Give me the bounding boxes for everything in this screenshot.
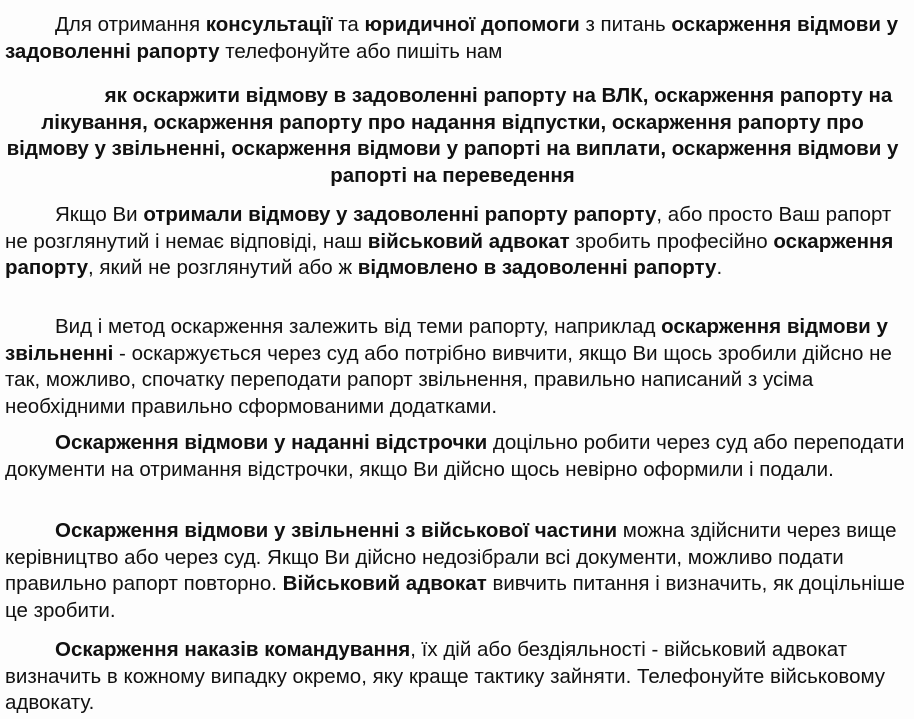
text-run: Для отримання (55, 13, 206, 36)
refusal-paragraph (5, 202, 905, 282)
text-run-bold: як оскаржити відмову в задоволенні рапорту на ВЛК, оскарження рапорту на лікування, оскарження рапорту про надання відпустки, оскарження рапорту про відмову у звільненні, оскарження відмови у рапорті на виплати, оскарження відмови у рапорті на переведення (6, 84, 899, 187)
text-run: - оскаржується через суд або потрібно вивчити, якщо Ви щось зробили дійсно не так, можливо, спочатку переподати рапорт звільнення, правильно написаний з усіма необхідними правильно сформованими додатками. (5, 341, 892, 418)
text-run: можна здійснити через вище керівництво або через суд. Якщо Ви дійсно недозібрали всі документи, можливо подати правильно рапорт повторно. (5, 519, 897, 595)
text-run-bold: консультації (205, 13, 333, 36)
text-run: з питань (579, 13, 672, 36)
text-run-bold: отримали відмову у задоволенні рапорту рапорту (143, 203, 657, 226)
text-run: , який не розглянутий або ж (88, 256, 358, 279)
text-run-bold: військовий адвокат (367, 229, 570, 253)
text-run-bold: оскарження відмови у задоволенні рапорту (5, 13, 899, 63)
text-run-bold: юридичної допомоги (364, 13, 580, 36)
text-run: , або просто Ваш рапорт не розглянутий і немає відповіді, наш (5, 203, 892, 253)
intro-paragraph (5, 12, 905, 65)
text-run-bold: оскарження рапорту (5, 229, 894, 279)
text-run: Вид і метод оскарження залежить від теми рапорту, наприклад (55, 315, 662, 338)
text-run: телефонуйте або пишіть нам (219, 39, 503, 63)
text-run-bold: Оскарження відмови у наданні відстрочки (55, 431, 488, 454)
text-run: зробить професійно (569, 229, 774, 253)
method-paragraph (5, 314, 905, 420)
deferral-paragraph (5, 430, 905, 483)
discharge-paragraph (5, 518, 905, 624)
text-run-bold: Військовий адвокат (282, 572, 487, 595)
text-run: доцільно робити через суд або переподати документи на отримання відстрочки, якщо Ви дійсно щось невірно оформили і подали. (5, 431, 905, 481)
text-run: . (716, 256, 723, 279)
text-run: , їх дій або бездіяльності - військовий адвокат визначить в кожному випадку окремо, яку краще тактику зайняти. Телефонуйте військовому адвокату. (5, 638, 886, 714)
text-run: та (332, 13, 365, 36)
text-run-bold: Оскарження відмови у звільненні з військової частини (55, 519, 618, 542)
text-run: вивчить питання і визначить, як доцільніше це зробити. (5, 572, 905, 622)
text-run-bold: Оскарження наказів командування (55, 638, 411, 661)
topics-heading (5, 83, 900, 189)
text-run-bold: оскарження відмови у звільненні (5, 315, 888, 365)
text-run: Якщо Ви (55, 203, 144, 226)
orders-paragraph (5, 637, 905, 717)
text-run-bold: відмовлено в задоволенні рапорту (357, 256, 717, 279)
